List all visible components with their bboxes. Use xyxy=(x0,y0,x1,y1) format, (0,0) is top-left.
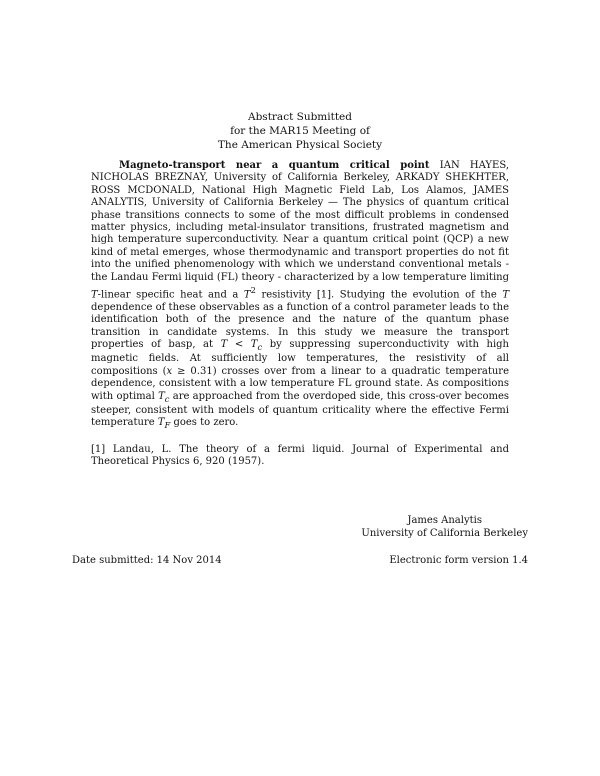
reference-list xyxy=(91,444,509,469)
author-list: IAN HAYES, NICHOLAS BREZNAY, University of California Berkeley, ARKADY SHEKHTER, ROSS MCDONALD, National High Magnetic Field Lab, Los Alamos, JAMES ANALYTIS, University of California Berkeley xyxy=(91,160,509,209)
reference-1: [1] Landau, L. The theory of a fermi liquid. Journal of Experimental and Theoretical Physics 6, 920 (1957). xyxy=(91,444,509,468)
header-line-1: Abstract Submitted xyxy=(248,111,352,123)
math-x: x xyxy=(166,365,173,377)
math-exponent-2: 2 xyxy=(250,285,256,296)
math-Tc-subscript: c xyxy=(257,342,263,353)
abstract-text-7: are approached from the overdoped side, this cross-over becomes steeper, consistent with models of quantum criticality where the effective Fermi temperature xyxy=(91,390,510,429)
math-x-condition: ≥ 0.31 xyxy=(172,365,213,377)
math-optimal-c: c xyxy=(164,393,170,404)
submitter-affiliation: University of California Berkeley xyxy=(361,528,528,539)
header-line-2: for the MAR15 Meeting of xyxy=(230,125,370,137)
signature-block xyxy=(361,514,528,540)
math-optimal-T: T xyxy=(158,390,165,402)
page-footer xyxy=(72,554,528,567)
abstract-text-1: The physics of quantum critical phase transitions connects to some of the most difficult problems in condensed matter physics, including metal-insulator transitions, frustrated magnetism and high temperature superconductivity. Near a quantum critical point (QCP) a new kind of metal emerges, whose thermodynamic and transport properties do not fit into the unified phenomenology with which we understand conventional metals - the Landau Fermi liquid (FL) theory - characterized by a low temperature limiting xyxy=(91,197,510,283)
abstract-text-4: dependence of these observables as a function of a control parameter leads to the identification both of the presence and the nature of the quantum phase transition in candidate systems. In this study we measure the transport properties of basp, at xyxy=(91,301,509,351)
submission-header xyxy=(0,110,600,152)
em-dash: — xyxy=(323,197,343,209)
header-line-3: The American Physical Society xyxy=(217,139,383,151)
abstract-text-2: -linear specific heat and a xyxy=(97,289,244,301)
abstract-text-8: goes to zero. xyxy=(170,417,239,429)
form-version: Electronic form version 1.4 xyxy=(389,555,528,566)
math-T-squared: T xyxy=(243,289,251,301)
math-Tc: T xyxy=(250,339,258,351)
submitter-name: James Analytis xyxy=(407,515,482,526)
math-T-cond: T xyxy=(220,339,228,351)
abstract-title: Magneto-transport near a quantum critical point xyxy=(119,160,430,171)
abstract-text-5: by suppressing superconductivity with high magnetic fields. At sufficiently low temperatures, the resistivity of all compositions ( xyxy=(91,339,509,377)
math-TF-subscript: F xyxy=(164,420,171,431)
math-T-dependence: T xyxy=(502,289,509,301)
date-submitted: Date submitted: 14 Nov 2014 xyxy=(72,555,222,566)
abstract-body xyxy=(91,160,509,432)
math-T-linear: T xyxy=(91,289,98,301)
math-TF: T xyxy=(157,417,165,429)
abstract-text-6: ) crosses over from a linear to a quadratic temperature dependence, consistent with a low temperature FL ground state. As compositions with optimal xyxy=(91,365,509,402)
math-less-than: < xyxy=(227,339,251,351)
abstract-text-3: resistivity [1]. Studying the evolution of the xyxy=(255,289,503,301)
